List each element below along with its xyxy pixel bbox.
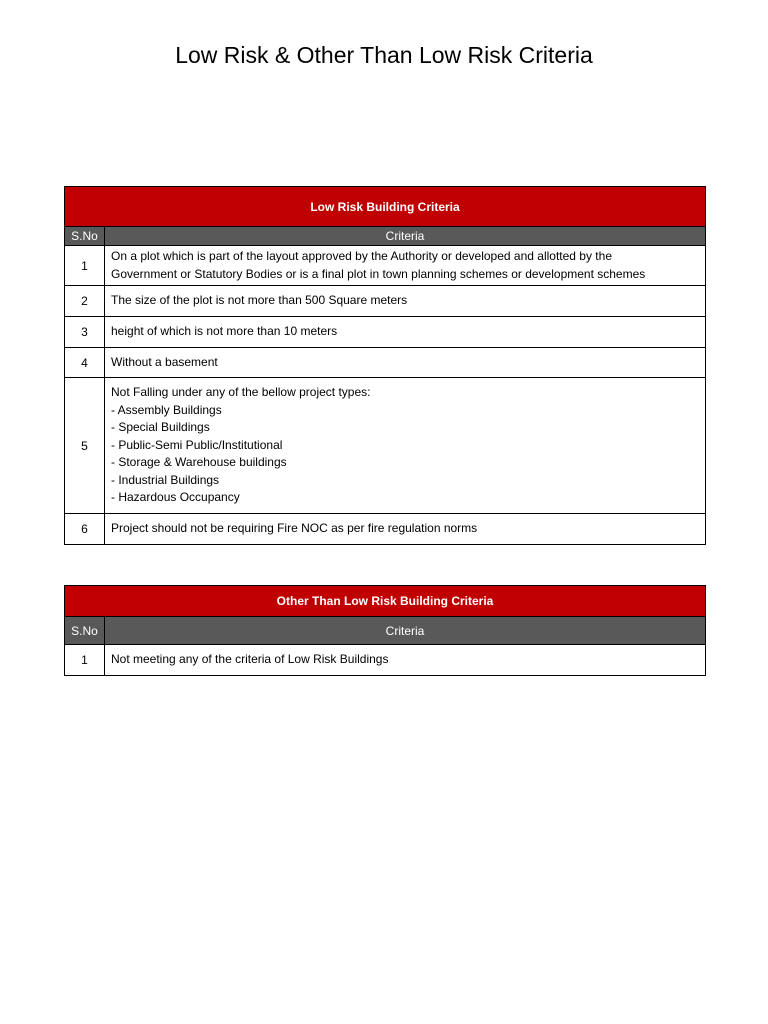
criteria-cell (105, 645, 706, 676)
criteria-column-header: Criteria (105, 227, 706, 246)
other-than-low-risk-criteria-table (64, 585, 706, 676)
criteria-cell (105, 378, 706, 514)
table-row (65, 645, 706, 676)
page-title: Low Risk & Other Than Low Risk Criteria (175, 42, 593, 68)
serial-number-cell: 2 (65, 286, 105, 317)
serial-number-cell: 1 (65, 246, 105, 286)
serial-number-cell: 5 (65, 378, 105, 514)
criteria-text-line: - Assembly Buildings (111, 402, 222, 417)
criteria-text-line: Not meeting any of the criteria of Low Risk Buildings (111, 652, 389, 667)
table-row (65, 514, 706, 545)
serial-number-cell: 6 (65, 514, 105, 545)
table-row (65, 317, 706, 348)
criteria-cell (105, 246, 706, 286)
criteria-text-line: - Hazardous Occupancy (111, 490, 240, 505)
criteria-text-line: The size of the plot is not more than 500 Square meters (111, 293, 408, 308)
serial-number-cell: 4 (65, 348, 105, 378)
criteria-text-line: - Public-Semi Public/Institutional (111, 437, 283, 452)
criteria-text-line: Not Falling under any of the bellow project types: (111, 385, 371, 400)
sno-column-header: S.No (65, 617, 105, 645)
criteria-text-line: height of which is not more than 10 meters (111, 324, 338, 339)
table-row (65, 286, 706, 317)
criteria-text-line: - Special Buildings (111, 420, 210, 435)
criteria-text-line: Government or Statutory Bodies or is a final plot in town planning schemes or development schemes (111, 266, 646, 281)
table-row (65, 348, 706, 378)
table-row (65, 378, 706, 514)
other-table-title: Other Than Low Risk Building Criteria (65, 586, 706, 617)
criteria-text-line: - Industrial Buildings (111, 472, 220, 487)
criteria-text-line: - Storage & Warehouse buildings (111, 455, 287, 470)
serial-number-cell: 1 (65, 645, 105, 676)
criteria-cell (105, 514, 706, 545)
low-risk-table-title: Low Risk Building Criteria (65, 187, 706, 227)
criteria-cell (105, 317, 706, 348)
low-risk-criteria-table (64, 186, 706, 545)
criteria-text-line: On a plot which is part of the layout approved by the Authority or developed and allotted by the (111, 249, 612, 263)
table-row (65, 246, 706, 286)
sno-column-header: S.No (65, 227, 105, 246)
criteria-cell (105, 348, 706, 378)
criteria-cell (105, 286, 706, 317)
serial-number-cell: 3 (65, 317, 105, 348)
criteria-text-line: Project should not be requiring Fire NOC as per fire regulation norms (111, 521, 478, 536)
criteria-column-header: Criteria (105, 617, 706, 645)
criteria-text-line: Without a basement (111, 354, 218, 369)
